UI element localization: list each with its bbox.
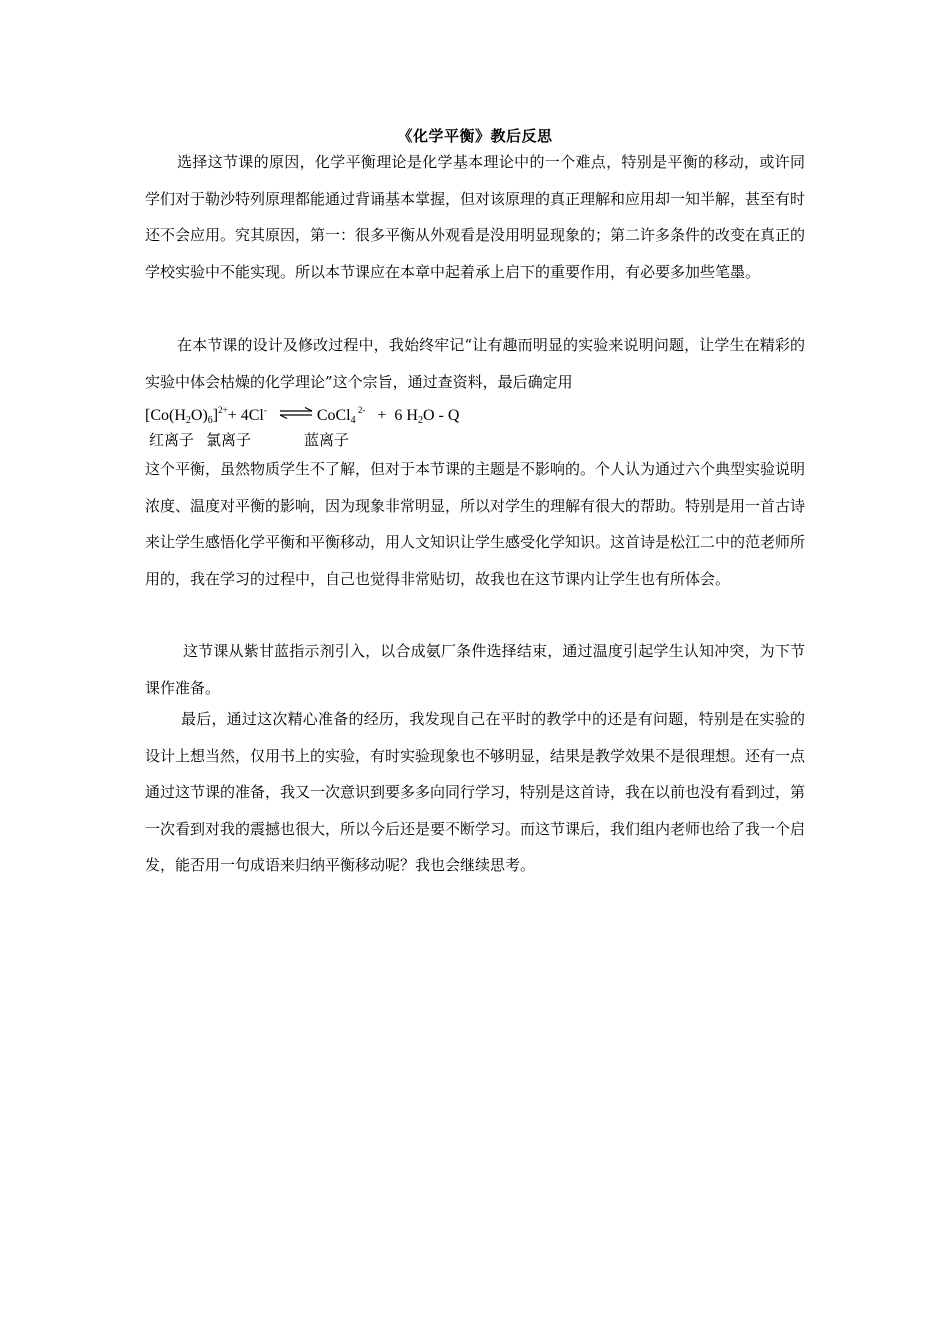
cobalt-complex-formula: $[Co(H_2O)_6]^{2+}$ [145, 405, 228, 426]
label-red-ion: 红离子 [149, 431, 195, 449]
paragraph-conclusion: 最后，通过这次精心准备的经历，我发现自己在平时的教学中的还是有问题，特别是在实验的设计上想当然，仅用书上的实验，有时实验现象也不够明显，结果是教学效果不是很理想。还有一点通过这节课的准备，我又一次意识到要多多向同行学习，特别是这首诗，我在以前也没有看到过，第一次看到对我的震撼也很大，所以今后还是要不断学习。而这节课后，我们组内老师也给了我一个启发，能否用一句成语来归纳平衡移动呢？我也会继续思考。 [145, 710, 806, 874]
paragraph-reason: 选择这节课的原因，化学平衡理论是化学基本理论中的一个难点，特别是平衡的移动，或许同学们对于勒沙特列原理都能通过背诵基本掌握，但对该原理的真正理解和应用却一知半解，甚至有时还不会应用。究其原因，第一：很多平衡从外观看是没用明显现象的；第二许多条件的改变在真正的学校实验中不能实现。所以本节课应在本章中起着承上启下的重要作用，有必要多加些笔墨。 [145, 153, 806, 281]
paragraph-structure: 这节课从紫甘蓝指示剂引入，以合成氨厂条件选择结束，通过温度引起学生认知冲突，为下节课作准备。 [145, 642, 805, 697]
equilibrium-arrow-icon [279, 407, 313, 419]
paragraph-design: 在本节课的设计及修改过程中，我始终牢记“让有趣而明显的实验来说明问题，让学生在精彩的实验中体会枯燥的化学理论”这个宗旨，通过查资料，最后确定用 [145, 336, 805, 391]
tetrachlorocobaltate-formula: CoCl$_4$ $^{2-}$ [316, 405, 366, 426]
ion-labels [145, 429, 805, 451]
document-title: 《化学平衡》教后反思 [397, 127, 553, 145]
chloride-formula: + 4Cl- [227, 405, 267, 424]
water-formula: + 6 $H_2O$ - Q [365, 407, 460, 426]
paragraph-experiments: 这个平衡，虽然物质学生不了解，但对于本节课的主题是不影响的。个人认为通过六个典型实验说明浓度、温度对平衡的影响，因为现象非常明显，所以对学生的理解有很大的帮助。特别是用一首古诗来让学生感悟化学平衡和平衡移动，用人文知识让学生感受化学知识。这首诗是松江二中的范老师所用的，我在学习的过程中，自己也觉得非常贴切，故我也在这节课内让学生也有所体会。 [145, 460, 806, 588]
label-blue-ion: 蓝离子 [304, 431, 350, 449]
chemical-equation [145, 404, 805, 428]
label-chloride-ion: 氯离子 [206, 431, 252, 449]
